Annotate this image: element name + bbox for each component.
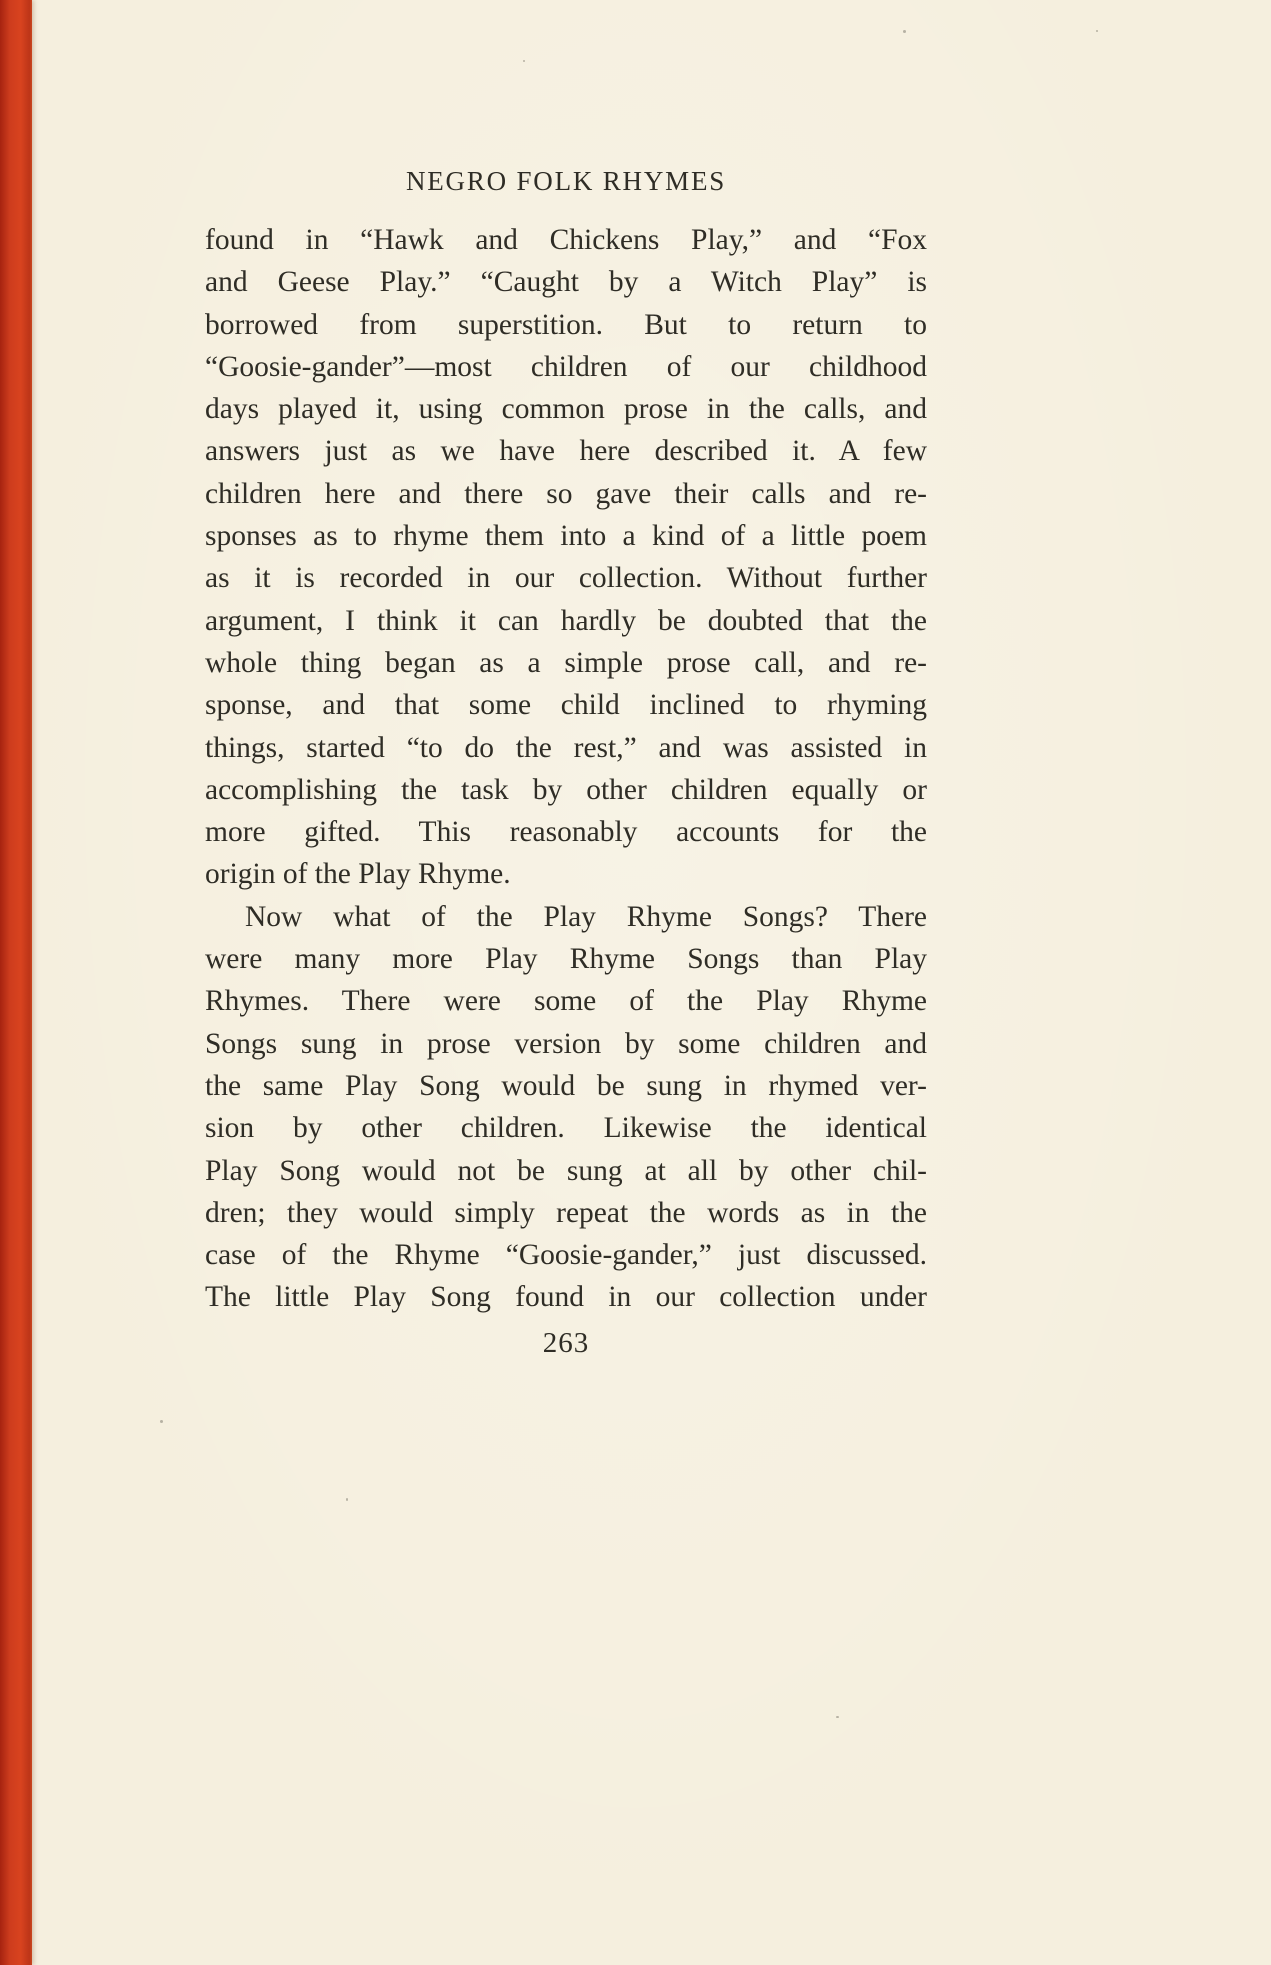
scan-speck <box>346 1498 348 1501</box>
text-line: The little Play Song found in our collection under <box>205 1281 927 1314</box>
text-line: found in “Hawk and Chickens Play,” and “Fox <box>205 224 927 256</box>
text-line: borrowed from superstition. But to return to <box>205 308 927 341</box>
scan-speck <box>523 60 525 62</box>
text-line: accomplishing the task by other children equally or <box>205 773 927 806</box>
text-line: and Geese Play.” “Caught by a Witch Play” is <box>205 266 927 299</box>
text-line: case of the Rhyme “Goosie-gander,” just discussed. <box>205 1239 927 1272</box>
text-line: Play Song would not be sung at all by other chil- <box>205 1154 927 1187</box>
text-line: sponse, and that some child inclined to rhyming <box>205 689 927 722</box>
text-line: origin of the Play Rhyme. <box>205 858 511 891</box>
book-binding-edge <box>0 0 32 1965</box>
page-number: 263 <box>542 1327 590 1359</box>
text-line: things, started “to do the rest,” and was assisted in <box>205 731 927 764</box>
text-line: days played it, using common prose in the calls, and <box>205 393 927 426</box>
text-line: Now what of the Play Rhyme Songs? There <box>245 900 927 933</box>
text-line: sion by other children. Likewise the identical <box>205 1112 927 1145</box>
body-text <box>205 219 927 1319</box>
text-line: dren; they would simply repeat the words as in the <box>205 1196 927 1229</box>
text-line: the same Play Song would be sung in rhymed ver- <box>205 1069 927 1102</box>
text-line: were many more Play Rhyme Songs than Play <box>205 943 927 976</box>
text-line: as it is recorded in our collection. Without further <box>205 562 927 595</box>
scan-speck <box>1096 30 1098 32</box>
text-line: sponses as to rhyme them into a kind of a little poem <box>205 520 927 553</box>
text-line: answers just as we have here described it. A few <box>205 435 927 468</box>
scan-speck <box>160 1420 163 1423</box>
text-line: “Goosie-gander”—most children of our childhood <box>205 350 927 383</box>
scan-speck <box>836 1716 839 1718</box>
text-line: Songs sung in prose version by some children and <box>205 1027 927 1060</box>
scan-speck <box>903 30 906 33</box>
text-line: Rhymes. There were some of the Play Rhyme <box>205 985 927 1018</box>
page-header-title: NEGRO FOLK RHYMES <box>405 166 727 196</box>
text-line: more gifted. This reasonably accounts for the <box>205 816 927 849</box>
text-line: whole thing began as a simple prose call, and re- <box>205 646 927 679</box>
text-line: argument, I think it can hardly be doubted that the <box>205 604 927 637</box>
text-line: children here and there so gave their calls and re- <box>205 477 927 510</box>
